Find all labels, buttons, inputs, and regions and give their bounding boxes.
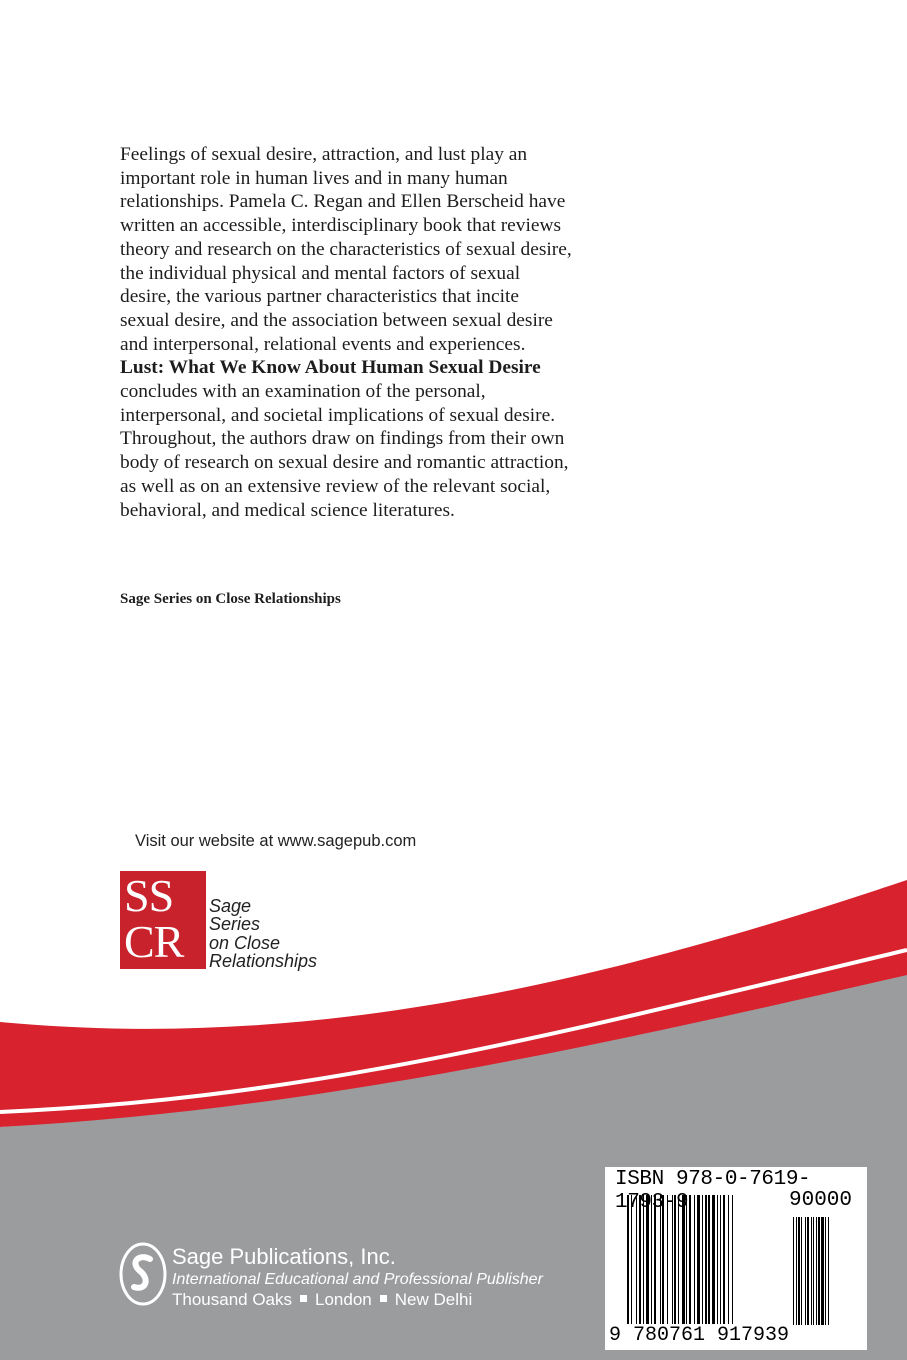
addon-bar: [807, 1217, 809, 1325]
addon-bar: [811, 1217, 812, 1325]
city: London: [315, 1290, 372, 1309]
barcode-bar: [636, 1195, 637, 1325]
barcode-bar: [639, 1195, 641, 1325]
barcode-bar: [717, 1195, 718, 1325]
barcode-bar: [627, 1195, 629, 1325]
series-logo-line: Relationships: [209, 951, 318, 972]
addon-bar: [798, 1217, 800, 1325]
barcode-bar: [646, 1195, 649, 1325]
blurb-part1: Feelings of sexual desire, attraction, and lust play an important role in human lives and in many human relationships. Pamela C. Regan and Ellen Berscheid have written an accessible, interdisciplinary book that reviews theory and research on the characteristics of sexual desire, the individual physical and mental factors of sexual desire, the various partner characteristics that incite sexual desire, and the association between sexual desire and interpersonal, relational events and experiences.: [120, 144, 572, 355]
barcode-bar: [705, 1195, 707, 1325]
back-cover-blurb: [120, 143, 572, 522]
barcode-bar: [654, 1195, 656, 1325]
barcode-bar: [662, 1195, 664, 1325]
barcode-bar: [643, 1195, 644, 1325]
barcode-bar: [702, 1195, 703, 1325]
city: New Delhi: [394, 1290, 473, 1309]
series-line: Sage Series on Close Relationships: [120, 591, 341, 607]
logo-letters-bottom: CR: [124, 916, 184, 967]
series-logo-line: Series: [209, 914, 261, 935]
sage-publisher-logo-icon: [118, 1241, 168, 1307]
sscr-logo: [120, 871, 206, 969]
barcode-bar: [708, 1195, 710, 1325]
barcode-bar: [686, 1195, 687, 1325]
series-logo-text: [209, 897, 317, 971]
website-text: Visit our website at www.sagepub.com: [135, 832, 417, 850]
barcode-bar: [732, 1195, 733, 1325]
barcode-bar: [689, 1195, 691, 1325]
addon-bar: [816, 1217, 817, 1325]
barcode-bar: [728, 1195, 729, 1325]
addon-bar: [821, 1217, 824, 1325]
city: Thousand Oaks: [172, 1290, 293, 1309]
isbn-barcode: [605, 1167, 867, 1350]
barcode-bar: [712, 1195, 715, 1325]
logo-letters-top: SS: [124, 870, 174, 921]
barcode-bar: [697, 1195, 700, 1325]
separator-dot: [300, 1295, 307, 1302]
addon-bar: [793, 1217, 794, 1325]
barcode-bar: [667, 1195, 668, 1325]
barcode-bar: [720, 1195, 721, 1325]
blurb-part2: concludes with an examination of the personal, interpersonal, and societal implications of sexual desire. Throughout, the authors draw on findings from their own body of research on sexual desire and romantic attraction, as well as on an extensive review of the relevant social, behavioral, and medical science literatures.: [120, 381, 569, 521]
series-logo-line: on Close: [209, 932, 281, 953]
addon-bar: [828, 1217, 829, 1325]
series-logo-line: Sage: [209, 896, 252, 916]
barcode-bar: [723, 1195, 725, 1325]
addon-bar: [805, 1217, 806, 1325]
addon-bar: [825, 1217, 826, 1325]
barcode-digits: 9 780761 917939: [609, 1324, 790, 1347]
barcode-bar: [631, 1195, 632, 1325]
blurb-book-title: Lust: What We Know About Human Sexual Desire: [120, 357, 541, 379]
isbn-number: ISBN 978-0-7619-1793-9: [615, 1168, 811, 1214]
barcode-bar: [694, 1195, 695, 1325]
barcode-bar: [678, 1195, 679, 1325]
addon-bar: [796, 1217, 797, 1325]
publisher-cities: [172, 1290, 472, 1310]
barcode-bar: [651, 1195, 652, 1325]
addon-bar: [813, 1217, 814, 1325]
barcode-bar: [672, 1195, 673, 1325]
barcode-bar: [682, 1195, 685, 1325]
barcode-bar: [674, 1195, 676, 1325]
publisher-tagline: International Educational and Professional Publisher: [172, 1271, 543, 1288]
separator-dot: [380, 1295, 387, 1302]
barcode-bar: [660, 1195, 661, 1325]
addon-bar: [818, 1217, 820, 1325]
price-code: 90000: [789, 1189, 853, 1212]
publisher-name: Sage Publications, Inc.: [172, 1244, 396, 1269]
addon-bar: [801, 1217, 802, 1325]
